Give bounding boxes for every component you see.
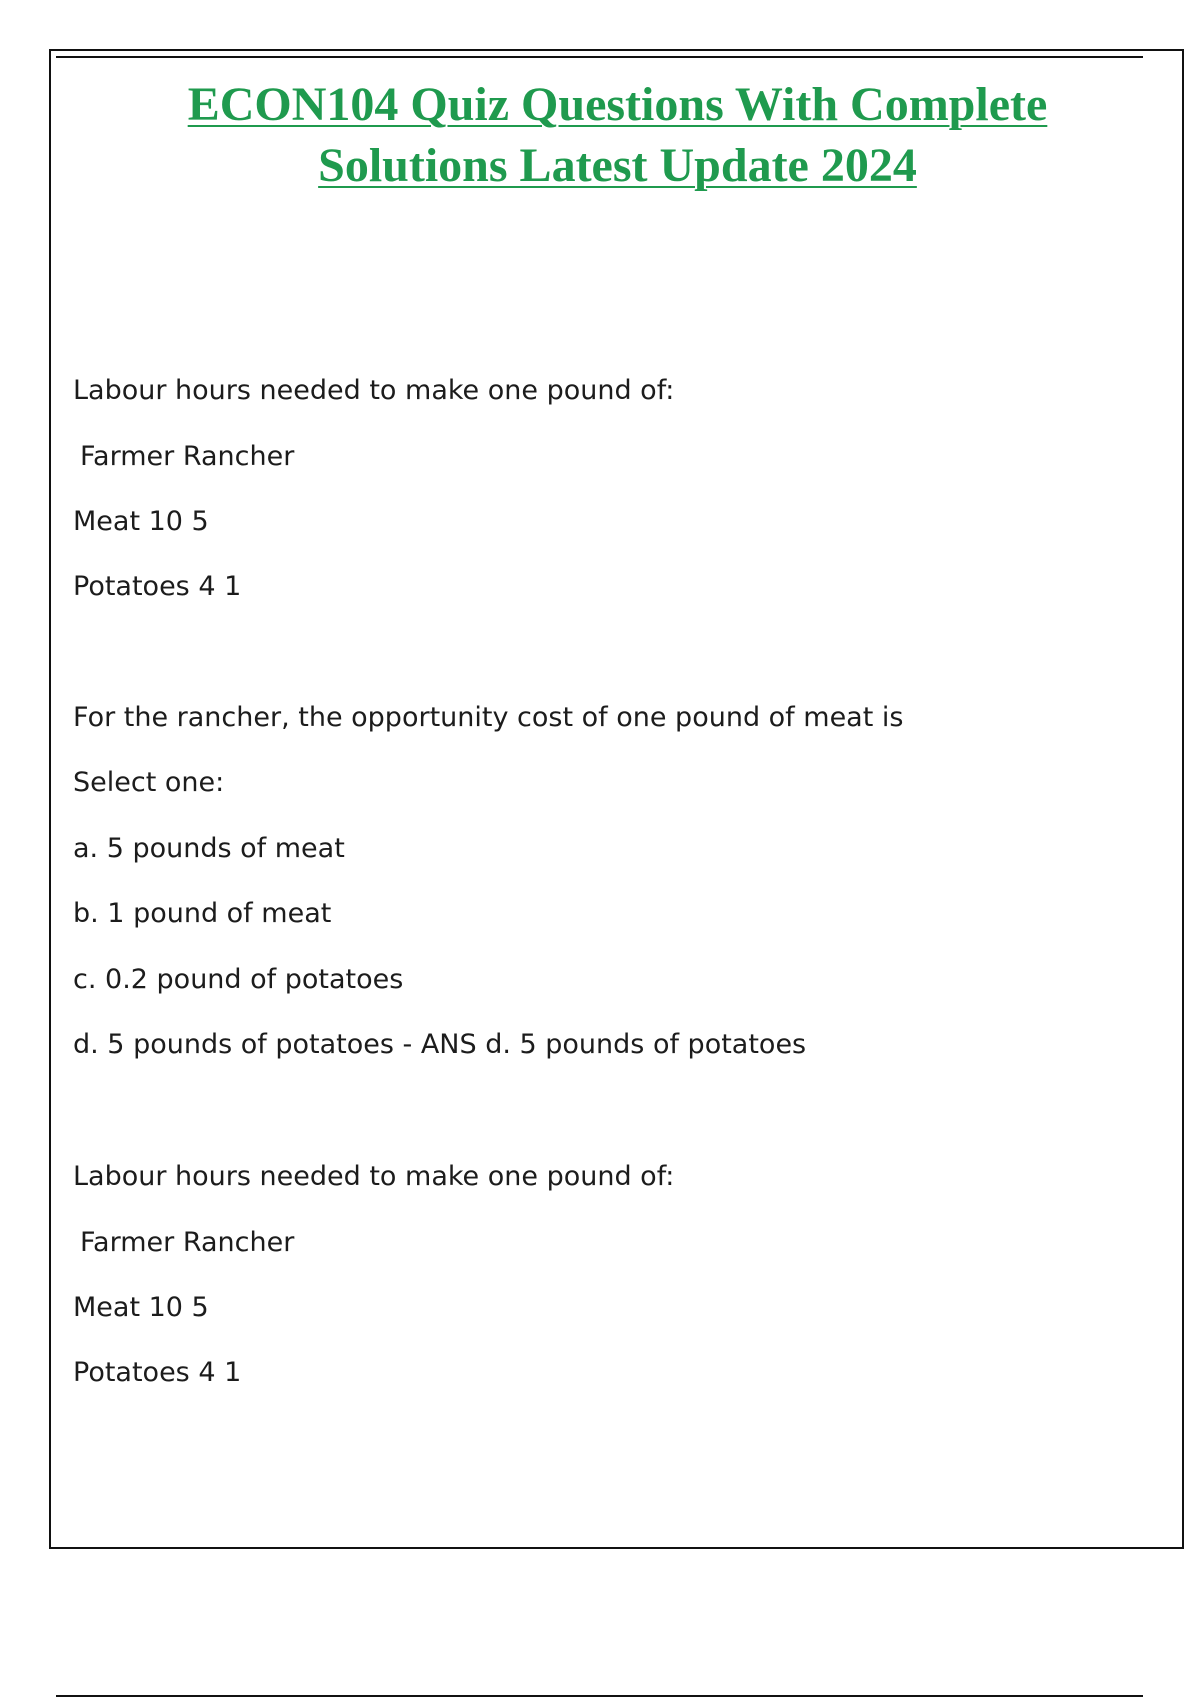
title-line-1: ECON104 Quiz Questions With Complete	[187, 78, 1048, 131]
table-row-meat-2: Meat 10 5	[73, 1292, 209, 1323]
labour-hours-heading: Labour hours needed to make one pound of:	[73, 375, 675, 406]
table-row-meat: Meat 10 5	[73, 506, 209, 537]
header-rule	[56, 56, 1143, 58]
table-header-row-2: Farmer Rancher	[80, 1227, 295, 1258]
option-a: a. 5 pounds of meat	[73, 833, 345, 864]
labour-hours-heading-2: Labour hours needed to make one pound of:	[73, 1161, 675, 1192]
question-instruction: Select one:	[73, 767, 225, 798]
option-d-with-answer: d. 5 pounds of potatoes - ANS d. 5 pounds of potatoes	[73, 1029, 807, 1060]
option-b: b. 1 pound of meat	[73, 898, 332, 929]
table-row-potatoes-2: Potatoes 4 1	[73, 1357, 242, 1388]
table-row-potatoes: Potatoes 4 1	[73, 571, 242, 602]
title-line-2: Solutions Latest Update 2024	[318, 139, 917, 192]
table-header-row: Farmer Rancher	[80, 441, 295, 472]
question-prompt: For the rancher, the opportunity cost of one pound of meat is	[73, 702, 904, 733]
document-title	[60, 74, 1175, 196]
option-c: c. 0.2 pound of potatoes	[73, 964, 404, 995]
footer-rule	[56, 1695, 1143, 1697]
